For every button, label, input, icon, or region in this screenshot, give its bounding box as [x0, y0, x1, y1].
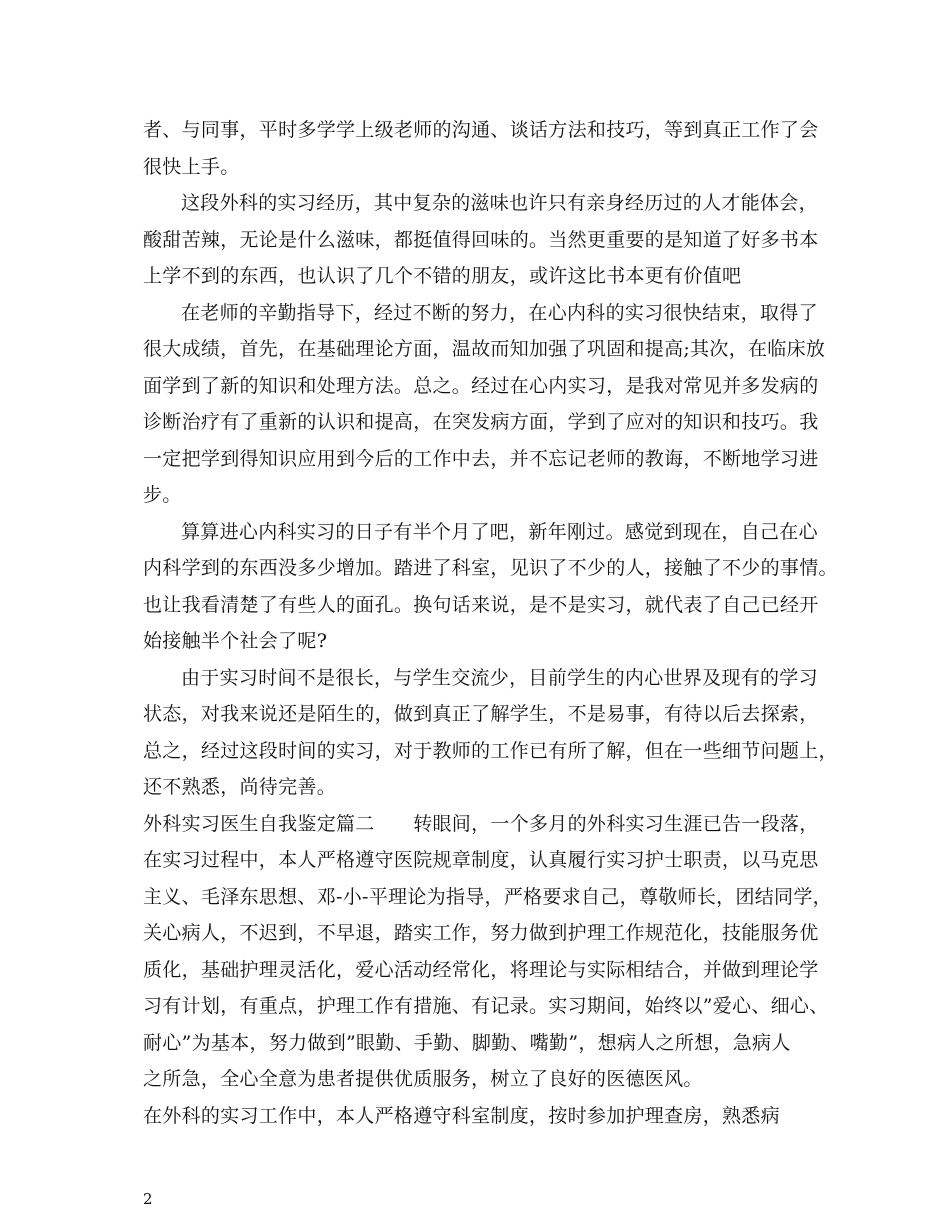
text-line: 也让我看清楚了有些人的面孔。换句话来说，是不是实习，就代表了自己已经开	[143, 594, 819, 616]
text-line: 诊断治疗有了重新的认识和提高，在突发病方面，学到了应对的知识和技巧。我	[143, 411, 819, 433]
text-line: 步。	[143, 484, 182, 506]
text-line: 习有计划，有重点，护理工作有措施、有记录。实习期间，始终以”爱心、细心、	[143, 995, 829, 1017]
text-line: 内科学到的东西没多少增加。踏进了科室，见识了不少的人，接触了不少的事情。	[143, 557, 838, 579]
text-line: 由于实习时间不是很长，与学生交流少，目前学生的内心世界及现有的学习	[181, 667, 818, 689]
text-line: 一定把学到得知识应用到今后的工作中去，并不忘记老师的教诲，不断地学习进	[143, 448, 819, 470]
section-heading-line: 外科实习医生自我鉴定篇二 转眼间，一个多月的外科实习生涯已告一段落，	[143, 813, 819, 835]
text-line: 之所急，全心全意为患者提供优质服务，树立了良好的医德医风。	[143, 1068, 703, 1090]
text-line: 耐心”为基本，努力做到”眼勤、手勤、脚勤、嘴勤”，想病人之所想，急病人	[143, 1032, 791, 1054]
text-line: 这段外科的实习经历，其中复杂的滋味也许只有亲身经历过的人才能体会，	[181, 192, 818, 214]
text-line: 算算进心内科实习的日子有半个月了吧，新年刚过。感觉到现在，自己在心	[181, 521, 818, 543]
text-line: 状态，对我来说还是陌生的，做到真正了解学生，不是易事，有待以后去探索，	[143, 703, 819, 725]
text-line: 主义、毛泽东思想、邓-小-平理论为指导，严格要求自己，尊敬师长，团结同学，	[143, 886, 832, 908]
text-line: 很大成绩，首先，在基础理论方面，温故而知加强了巩固和提高;其次，在临床放	[143, 338, 826, 360]
text-line: 质化，基础护理灵活化，爱心活动经常化，将理论与实际相结合，并做到理论学	[143, 959, 819, 981]
page-number: 2	[143, 1190, 153, 1208]
text-line: 在外科的实习工作中，本人严格遵守科室制度，按时参加护理查房，熟悉病	[143, 1105, 780, 1127]
text-line: 面学到了新的知识和处理方法。总之。经过在心内实习，是我对常见并多发病的	[143, 375, 819, 397]
text-line: 在实习过程中，本人严格遵守医院规章制度，认真履行实习护士职责，以马克思	[143, 849, 819, 871]
text-line: 始接触半个社会了呢?	[143, 630, 328, 652]
text-line: 在老师的辛勤指导下，经过不断的努力，在心内科的实习很快结束，取得了	[181, 302, 818, 324]
text-line: 者、与同事，平时多学学上级老师的沟通、谈话方法和技巧，等到真正工作了会	[143, 119, 819, 141]
text-line: 酸甜苦辣，无论是什么滋味，都挺值得回味的。当然更重要的是知道了好多书本	[143, 229, 819, 251]
text-line: 总之，经过这段时间的实习，对于教师的工作已有所了解，但在一些细节问题上，	[143, 740, 838, 762]
text-line: 上学不到的东西，也认识了几个不错的朋友，或许这比书本更有价值吧	[143, 265, 742, 287]
text-line: 很快上手。	[143, 156, 240, 178]
text-line: 关心病人，不迟到，不早退，踏实工作，努力做到护理工作规范化，技能服务优	[143, 922, 819, 944]
text-line: 还不熟悉，尚待完善。	[143, 776, 337, 798]
